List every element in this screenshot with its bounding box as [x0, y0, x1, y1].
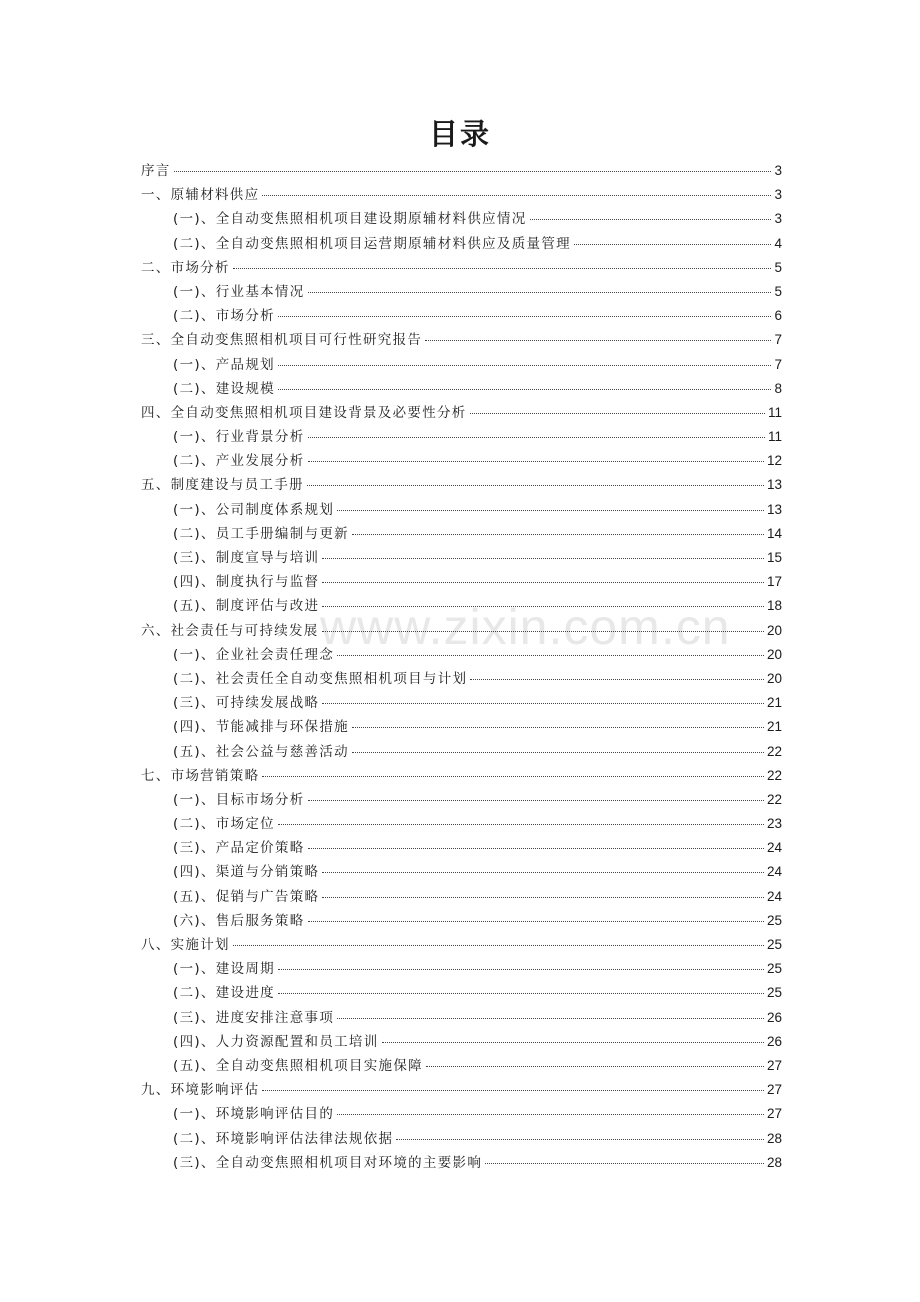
toc-entry-label: (二)、全自动变焦照相机项目运营期原辅材料供应及质量管理: [173, 235, 571, 252]
toc-entry-page: 3: [774, 163, 782, 178]
toc-entry-label: (二)、市场定位: [173, 816, 275, 833]
toc-entry[interactable]: [141, 232, 782, 256]
toc-entry-label: (五)、全自动变焦照相机项目实施保障: [173, 1057, 423, 1074]
toc-entry-page: 24: [766, 840, 782, 856]
toc-entry-page: 22: [766, 791, 782, 807]
toc-entry-label: (一)、行业背景分析: [173, 429, 305, 446]
toc-entry-label: (一)、公司制度体系规划: [173, 501, 335, 518]
toc-entry-label: (一)、产品规划: [173, 356, 275, 373]
toc-entry[interactable]: [141, 353, 782, 377]
toc-entry[interactable]: [141, 1127, 782, 1151]
toc-dot-leader: [337, 655, 764, 656]
toc-entry[interactable]: [141, 933, 782, 957]
toc-entry[interactable]: [141, 1054, 782, 1078]
toc-entry-label: (二)、环境影响评估法律法规依据: [173, 1130, 394, 1147]
toc-entry[interactable]: [141, 1078, 782, 1102]
toc-entry-page: 7: [774, 332, 782, 348]
toc-entry-label: (三)、产品定价策略: [173, 840, 305, 857]
toc-entry-page: 18: [766, 598, 782, 614]
toc-entry[interactable]: [141, 401, 782, 425]
toc-entry-label: (一)、企业社会责任理念: [173, 646, 335, 663]
toc-entry-page: 14: [766, 525, 782, 541]
toc-dot-leader: [308, 461, 764, 462]
toc-entry-label: 七、市场营销策略: [141, 767, 260, 784]
toc-entry-page: 17: [766, 574, 782, 590]
toc-dot-leader: [322, 582, 764, 583]
toc-dot-leader: [530, 219, 772, 220]
toc-entry-page: 24: [766, 888, 782, 904]
toc-dot-leader: [278, 969, 764, 970]
toc-entry[interactable]: [141, 836, 782, 860]
toc-dot-leader: [322, 872, 764, 873]
toc-dot-leader: [426, 1066, 764, 1067]
toc-entry[interactable]: [141, 280, 782, 304]
toc-entry-label: (二)、市场分析: [173, 308, 275, 325]
toc-entry-label: (二)、员工手册编制与更新: [173, 525, 349, 542]
toc-entry-page: 13: [766, 477, 782, 493]
toc-entry-label: (三)、制度宣导与培训: [173, 550, 320, 566]
toc-entry[interactable]: [141, 1030, 782, 1054]
toc-entry-label: (一)、目标市场分析: [173, 791, 305, 808]
toc-dot-leader: [174, 171, 772, 172]
toc-entry-label: (一)、环境影响评估目的: [173, 1106, 335, 1123]
toc-entry[interactable]: [141, 1151, 782, 1175]
toc-entry-label: (一)、建设周期: [173, 961, 275, 978]
toc-dot-leader: [233, 945, 764, 946]
toc-entry[interactable]: [141, 498, 782, 522]
toc-entry-label: (六)、售后服务策略: [173, 912, 305, 929]
toc-entry-page: 6: [774, 308, 782, 324]
toc-dot-leader: [337, 1018, 764, 1019]
toc-entry-page: 13: [766, 501, 782, 517]
toc-entry-page: 28: [766, 1154, 782, 1170]
toc-entry-label: (二)、建设进度: [173, 985, 275, 1002]
toc-dot-leader: [278, 365, 772, 366]
toc-entry-label: (四)、人力资源配置和员工培训: [173, 1033, 379, 1050]
toc-entry-label: 一、原辅材料供应: [141, 187, 260, 204]
toc-entry[interactable]: [141, 328, 782, 352]
toc-dot-leader: [470, 679, 764, 680]
toc-dot-leader: [382, 1042, 764, 1043]
toc-dot-leader: [337, 510, 764, 511]
toc-entry[interactable]: [141, 522, 782, 546]
toc-entry-page: 11: [767, 429, 782, 445]
toc-entry-page: 20: [766, 646, 782, 662]
toc-entry[interactable]: [141, 594, 782, 618]
toc-entry-label: (四)、制度执行与监督: [173, 574, 320, 591]
toc-entry-page: 28: [766, 1130, 782, 1146]
toc-dot-leader: [352, 752, 764, 753]
toc-entry[interactable]: [141, 957, 782, 981]
toc-entry-label: (三)、可持续发展战略: [173, 695, 320, 712]
toc-dot-leader: [322, 703, 764, 704]
toc-entry[interactable]: [141, 207, 782, 231]
toc-entry-page: 22: [766, 767, 782, 783]
toc-entry[interactable]: [141, 473, 782, 497]
toc-entry-page: 3: [774, 211, 782, 227]
toc-entry-page: 12: [766, 453, 782, 469]
toc-entry[interactable]: [141, 740, 782, 764]
toc-dot-leader: [308, 921, 764, 922]
toc-entry-page: 27: [766, 1106, 782, 1122]
toc-entry[interactable]: [141, 909, 782, 933]
toc-entry-page: 26: [766, 1009, 782, 1025]
toc-entry[interactable]: [141, 812, 782, 836]
toc-dot-leader: [337, 1114, 764, 1115]
toc-dot-leader: [574, 244, 772, 245]
toc-entry-label: (五)、促销与广告策略: [173, 888, 320, 905]
toc-dot-leader: [396, 1139, 764, 1140]
toc-dot-leader: [470, 413, 765, 414]
toc-entry-label: 三、全自动变焦照相机项目可行性研究报告: [141, 332, 423, 349]
toc-entry-page: 22: [766, 743, 782, 759]
toc-entry-label: 四、全自动变焦照相机项目建设背景及必要性分析: [141, 404, 467, 421]
toc-entry-label: 五、制度建设与员工手册: [141, 477, 304, 494]
toc-entry-page: 20: [766, 622, 782, 638]
toc-entry-label: 九、环境影响评估: [141, 1082, 260, 1099]
toc-entry-label: (二)、社会责任全自动变焦照相机项目与计划: [173, 670, 468, 687]
toc-entry-label: (五)、制度评估与改进: [173, 598, 320, 615]
toc-entry-page: 23: [766, 816, 782, 832]
toc-dot-leader: [262, 195, 771, 196]
toc-entry[interactable]: [141, 764, 782, 788]
toc-entry-page: 25: [766, 912, 782, 928]
toc-dot-leader: [322, 606, 764, 607]
toc-entry[interactable]: [141, 425, 782, 449]
toc-entry[interactable]: [141, 1006, 782, 1030]
toc-entry-page: 25: [766, 937, 782, 952]
toc-entry[interactable]: [141, 377, 782, 401]
toc-entry[interactable]: [141, 159, 782, 183]
toc-entry-page: 8: [774, 380, 782, 396]
toc-entry-page: 27: [766, 1057, 782, 1073]
toc-entry[interactable]: [141, 546, 782, 570]
toc-dot-leader: [262, 776, 764, 777]
toc-entry[interactable]: [141, 1102, 782, 1126]
toc-entry-label: 八、实施计划: [141, 937, 230, 953]
toc-dot-leader: [352, 727, 764, 728]
toc-dot-leader: [308, 437, 765, 438]
toc-entry-label: (四)、渠道与分销策略: [173, 864, 320, 881]
toc-entry-page: 26: [766, 1033, 782, 1049]
toc-entry[interactable]: [141, 981, 782, 1005]
toc-entry-page: 25: [766, 985, 782, 1001]
toc-entry-label: (三)、全自动变焦照相机项目对环境的主要影响: [173, 1154, 483, 1171]
toc-entry-page: 21: [766, 719, 782, 735]
toc-entry-page: 20: [766, 670, 782, 686]
toc-entry[interactable]: [141, 183, 782, 207]
toc-dot-leader: [278, 824, 764, 825]
toc-entry-label: (二)、产业发展分析: [173, 453, 305, 470]
toc-entry-page: 24: [766, 864, 782, 880]
toc-dot-leader: [425, 340, 771, 341]
toc-dot-leader: [308, 800, 764, 801]
toc-entry[interactable]: [141, 256, 782, 280]
toc-entry-page: 4: [774, 235, 782, 251]
toc-entry-page: 27: [766, 1082, 782, 1098]
toc-entry-label: 二、市场分析: [141, 259, 230, 276]
toc-entry-page: 25: [766, 961, 782, 977]
page-title: 目录: [428, 117, 491, 151]
toc-entry[interactable]: [141, 860, 782, 884]
toc-entry-label: (二)、建设规模: [173, 380, 275, 397]
toc-dot-leader: [322, 558, 764, 559]
toc-dot-leader: [233, 268, 772, 269]
toc-dot-leader: [308, 848, 764, 849]
toc-entry-label: 序言: [141, 163, 171, 179]
table-of-contents: [141, 159, 782, 1175]
toc-entry-page: 7: [774, 356, 782, 372]
toc-entry[interactable]: [141, 304, 782, 328]
toc-dot-leader: [278, 316, 772, 317]
toc-entry[interactable]: [141, 885, 782, 909]
toc-entry-page: 15: [766, 550, 782, 565]
toc-entry[interactable]: [141, 619, 782, 643]
toc-entry[interactable]: [141, 691, 782, 715]
toc-entry-page: 5: [774, 283, 782, 299]
toc-entry[interactable]: [141, 715, 782, 739]
toc-entry-page: 5: [774, 259, 782, 275]
watermark: www.zixin.com.cn: [320, 599, 731, 655]
toc-entry-label: (一)、全自动变焦照相机项目建设期原辅材料供应情况: [173, 211, 527, 228]
toc-entry-label: (三)、进度安排注意事项: [173, 1009, 335, 1026]
toc-dot-leader: [262, 1090, 764, 1091]
toc-entry[interactable]: [141, 667, 782, 691]
toc-dot-leader: [307, 485, 764, 486]
toc-entry-label: (五)、社会公益与慈善活动: [173, 743, 349, 760]
toc-entry-label: (一)、行业基本情况: [173, 283, 305, 300]
toc-entry[interactable]: [141, 788, 782, 812]
toc-entry-page: 3: [774, 187, 782, 203]
toc-entry[interactable]: [141, 449, 782, 473]
toc-dot-leader: [322, 897, 764, 898]
toc-dot-leader: [308, 292, 772, 293]
toc-dot-leader: [322, 631, 764, 632]
toc-dot-leader: [352, 534, 764, 535]
toc-entry[interactable]: [141, 570, 782, 594]
toc-dot-leader: [278, 993, 764, 994]
toc-dot-leader: [278, 389, 772, 390]
toc-dot-leader: [485, 1163, 764, 1164]
toc-entry-page: 11: [767, 404, 782, 420]
toc-entry-page: 21: [766, 695, 782, 711]
toc-entry[interactable]: [141, 643, 782, 667]
toc-entry-label: 六、社会责任与可持续发展: [141, 622, 319, 639]
toc-entry-label: (四)、节能减排与环保措施: [173, 719, 349, 736]
